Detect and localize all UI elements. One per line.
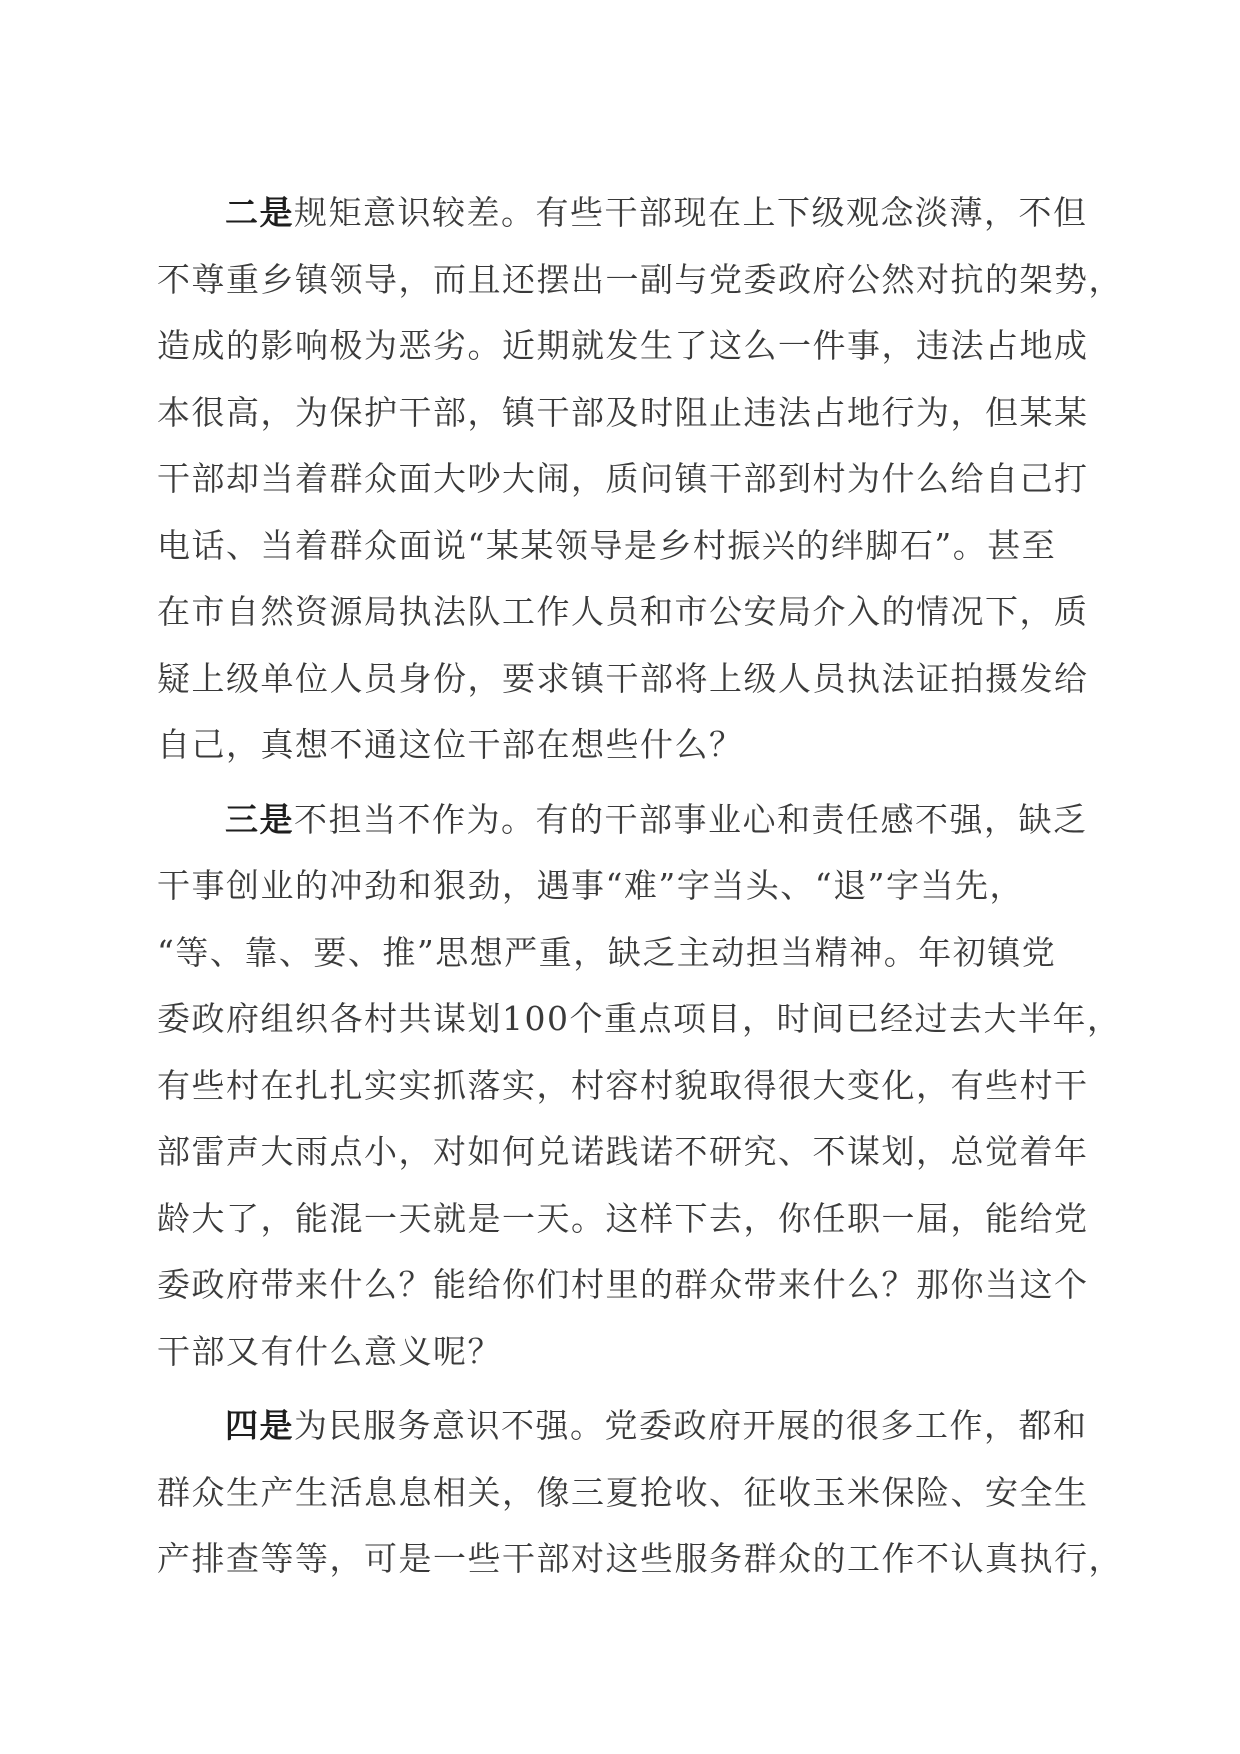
paragraph-lead: 四是 <box>225 1406 294 1445</box>
paragraph-line: 产排查等等，可是一些干部对这些服务群众的工作不认真执行， <box>157 1539 1123 1578</box>
paragraph-line: 干部又有什么意义呢？ <box>157 1331 502 1371</box>
paragraph-line: 有些村在扎扎实实抓落实，村容村貌取得很大变化，有些村干 <box>157 1065 1089 1105</box>
paragraph-text: 不担当不作为。有的干部事业心和责任感不强，缺乏 <box>294 799 1088 839</box>
paragraph-section-3 <box>157 787 1122 1386</box>
paragraph-line: 干事创业的冲劲和狠劲，遇事“难”字当头、“退”字当先， <box>157 866 1024 905</box>
paragraph-line: 部雷声大雨点小，对如何兑诺践诺不研究、不谋划，总觉着年 <box>157 1132 1089 1171</box>
paragraph-line: 群众生产生活息息相关，像三夏抢收、征收玉米保险、安全生 <box>157 1472 1089 1512</box>
paragraph-section-2 <box>157 180 1123 779</box>
paragraph-text: 规矩意识较差。有些干部现在上下级观念淡薄，不但 <box>294 193 1088 232</box>
paragraph-line: 委政府带来什么？能给你们村里的群众带来什么？那你当这个 <box>157 1265 1089 1304</box>
paragraph-text: 为民服务意识不强。党委政府开展的很多工作，都和 <box>294 1406 1088 1445</box>
paragraph-first-line <box>157 180 1088 247</box>
paragraph-line: “等、靠、要、推”思想严重，缺乏主动担当精神。年初镇党 <box>157 932 1057 972</box>
paragraph-line: 龄大了，能混一天就是一天。这样下去，你任职一届，能给党 <box>157 1198 1089 1238</box>
paragraph-lead: 二是 <box>225 193 294 232</box>
paragraph-line: 不尊重乡镇领导，而且还摆出一副与党委政府公然对抗的架势， <box>157 259 1123 299</box>
paragraph-first-line <box>157 1393 1088 1460</box>
paragraph-section-4 <box>157 1393 1123 1593</box>
paragraph-line: 本很高，为保护干部，镇干部及时阻止违法占地行为，但某某 <box>157 392 1089 432</box>
document-body <box>157 180 1123 1601</box>
paragraph-lead: 三是 <box>225 799 294 839</box>
paragraph-line: 疑上级单位人员身份，要求镇干部将上级人员执法证拍摄发给 <box>157 658 1089 698</box>
paragraph-first-line <box>157 787 1088 854</box>
paragraph-line: 在市自然资源局执法队工作人员和市公安局介入的情况下，质 <box>157 592 1089 631</box>
paragraph-line: 委政府组织各村共谋划100个重点项目，时间已经过去大半年， <box>157 999 1122 1038</box>
paragraph-line: 电话、当着群众面说“某某领导是乡村振兴的绊脚石”。甚至 <box>157 525 1057 565</box>
paragraph-line: 干部却当着群众面大吵大闹，质问镇干部到村为什么给自己打 <box>157 459 1089 498</box>
paragraph-line: 自己，真想不通这位干部在想些什么？ <box>157 725 744 764</box>
paragraph-line: 造成的影响极为恶劣。近期就发生了这么一件事，违法占地成 <box>157 326 1089 365</box>
